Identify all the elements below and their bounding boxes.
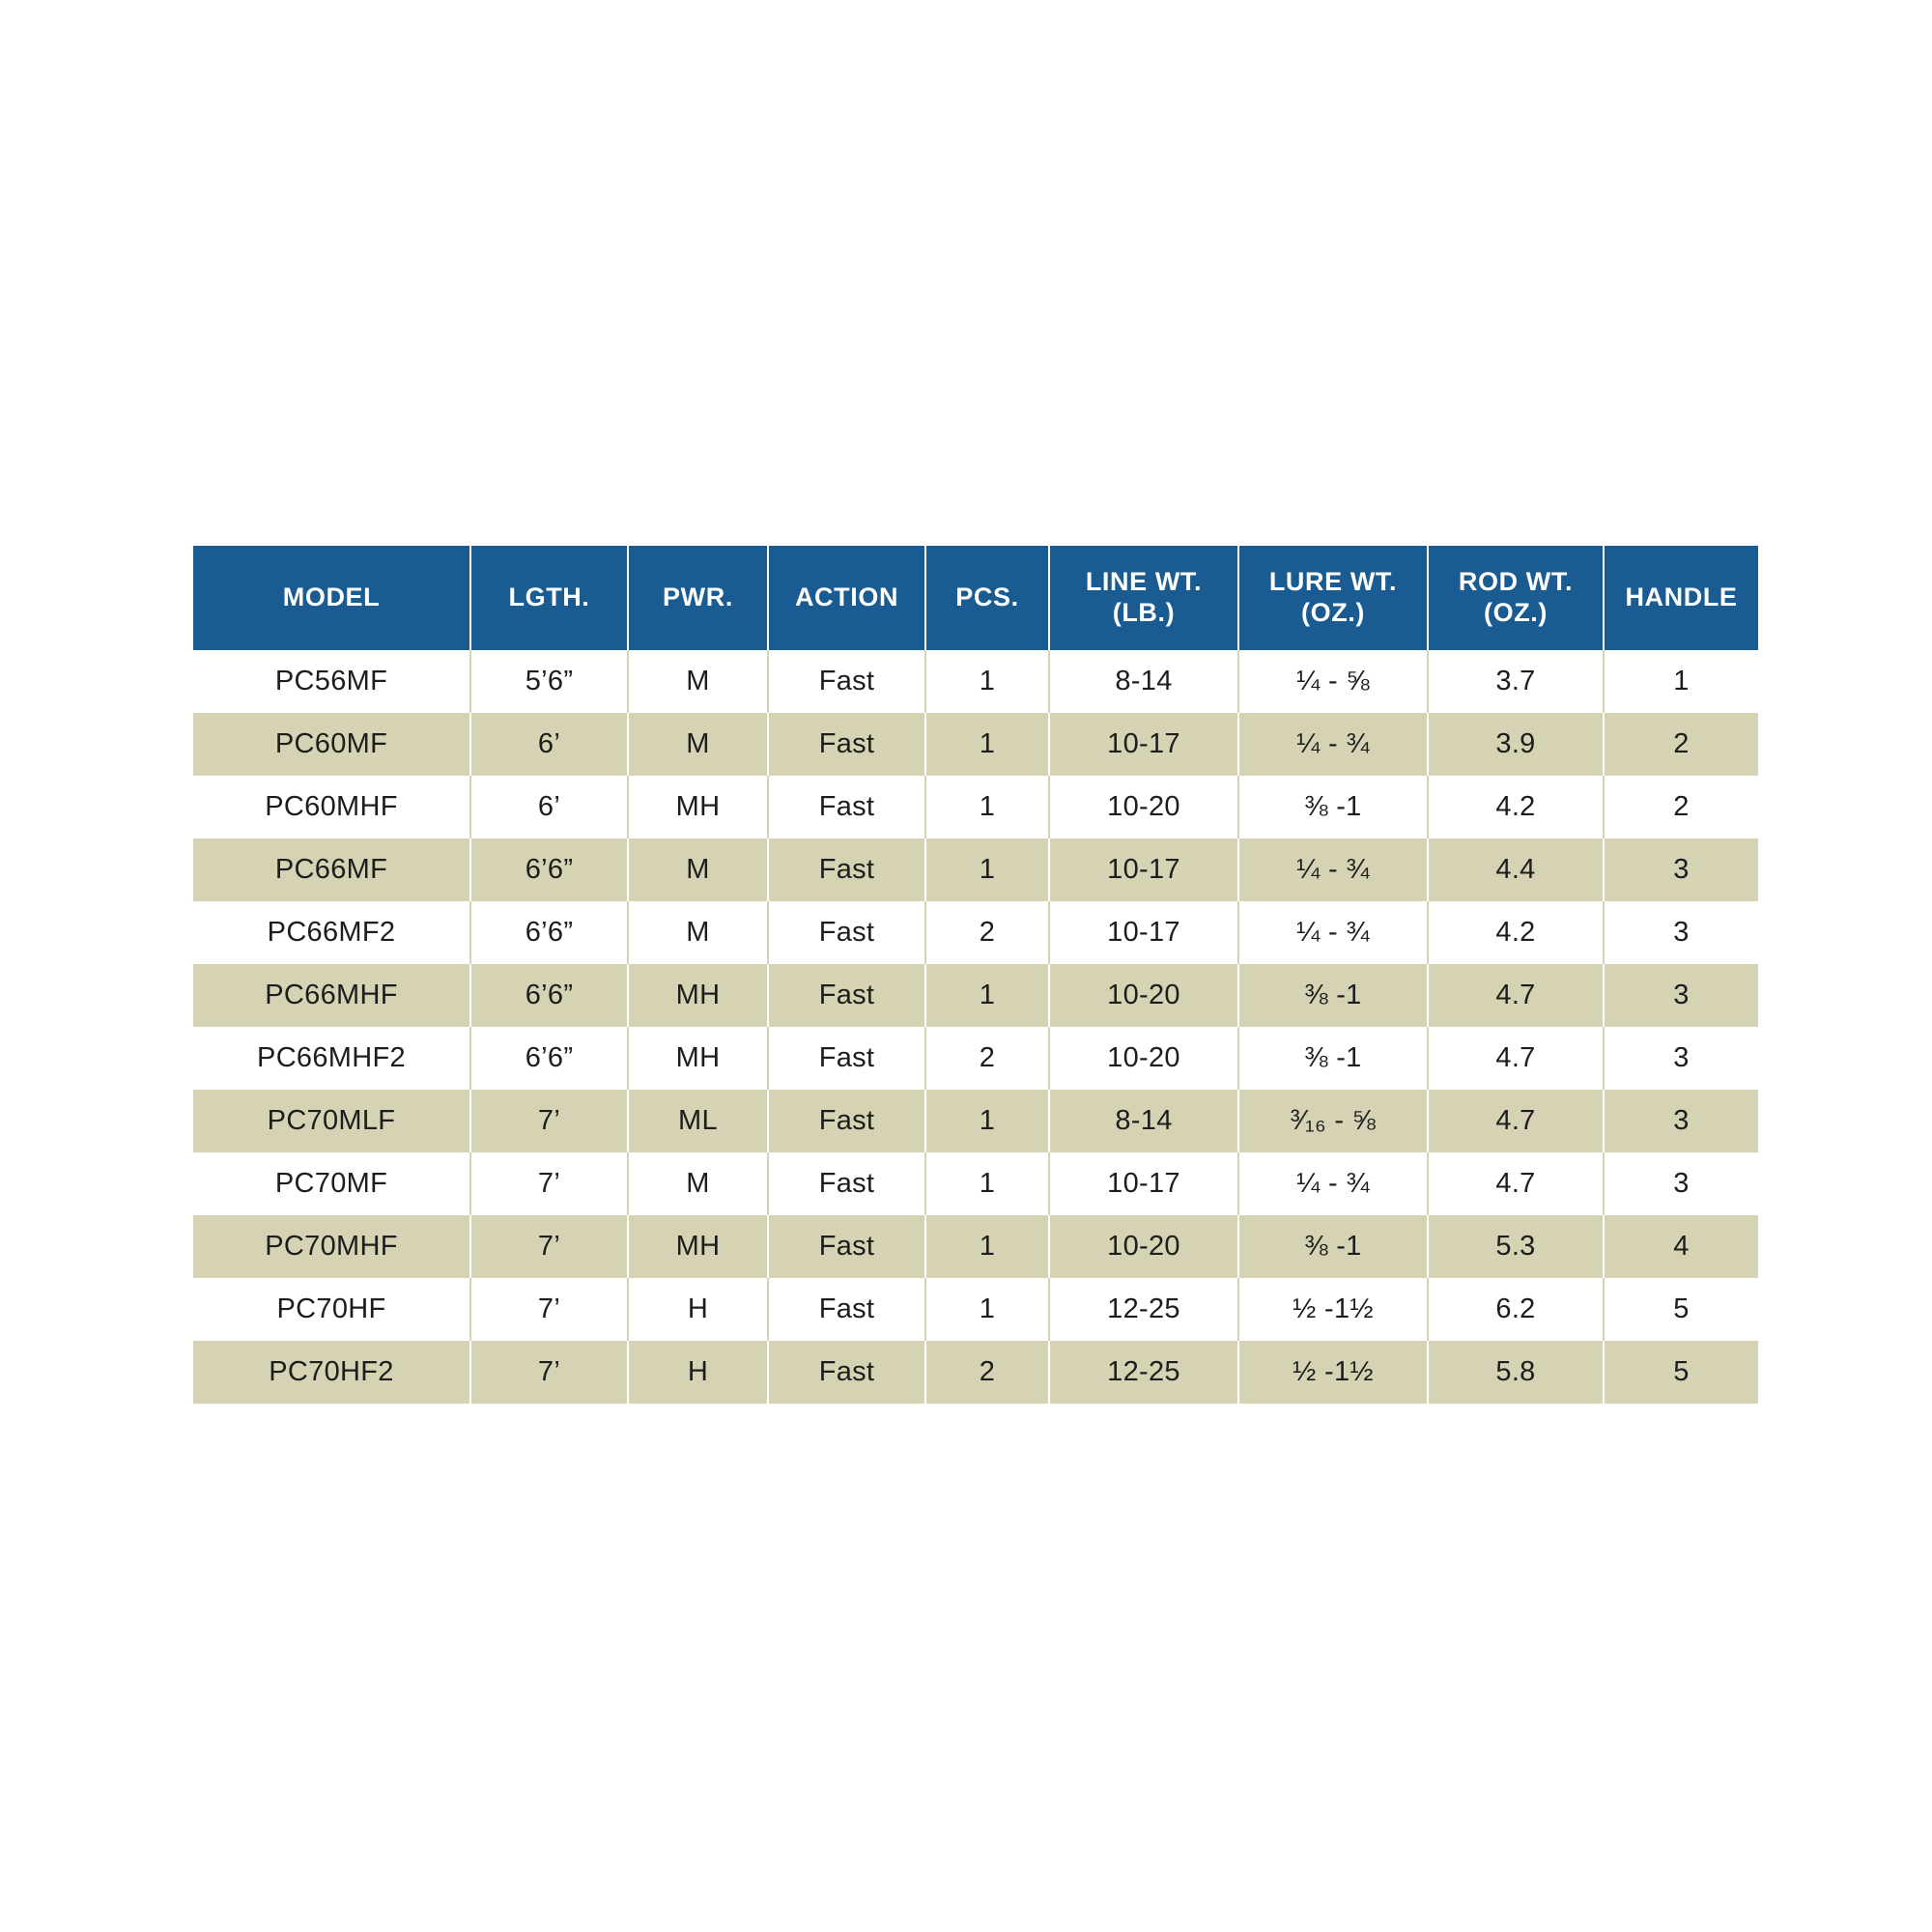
cell-line-value: 10-17 — [1107, 854, 1180, 885]
cell-lgth — [470, 1341, 628, 1404]
cell-action — [768, 1341, 925, 1404]
spec-table-container — [193, 546, 1758, 1404]
cell-action — [768, 776, 925, 838]
cell-handle-value: 3 — [1673, 980, 1690, 1010]
cell-lgth — [470, 1152, 628, 1215]
cell-rodwt-value: 6.2 — [1495, 1293, 1536, 1324]
column-header-handle-label: HANDLE — [1625, 582, 1738, 612]
cell-lgth-value: 6’6” — [525, 854, 574, 885]
cell-lgth-value: 7’ — [537, 1293, 561, 1324]
cell-action-value: Fast — [818, 854, 875, 885]
cell-line-value: 12-25 — [1107, 1356, 1180, 1387]
cell-pwr-value: M — [686, 728, 710, 759]
cell-pcs — [925, 713, 1049, 776]
cell-lure-value: ¼ - ¾ — [1296, 917, 1370, 948]
cell-pcs-value: 1 — [979, 791, 996, 822]
cell-handle-value: 3 — [1673, 1042, 1690, 1073]
table-row — [193, 650, 1758, 713]
cell-action — [768, 964, 925, 1027]
cell-rodwt — [1428, 713, 1604, 776]
cell-pcs — [925, 1027, 1049, 1090]
cell-lure — [1238, 1278, 1428, 1341]
cell-lgth — [470, 838, 628, 901]
cell-action — [768, 901, 925, 964]
cell-lgth-value: 6’6” — [525, 980, 574, 1010]
cell-handle-value: 4 — [1673, 1231, 1690, 1262]
cell-rodwt-value: 4.7 — [1495, 980, 1536, 1010]
cell-action-value: Fast — [818, 728, 875, 759]
cell-model-value: PC66MHF2 — [257, 1042, 406, 1073]
cell-pcs-value: 1 — [979, 666, 996, 696]
cell-action-value: Fast — [818, 791, 875, 822]
cell-action — [768, 1215, 925, 1278]
table-row — [193, 1152, 1758, 1215]
cell-handle-value: 3 — [1673, 917, 1690, 948]
cell-line — [1049, 1215, 1238, 1278]
cell-rodwt — [1428, 1152, 1604, 1215]
cell-lgth-value: 6’6” — [525, 1042, 574, 1073]
cell-model — [193, 1027, 470, 1090]
cell-lgth-value: 6’ — [537, 791, 561, 822]
cell-pcs-value: 2 — [979, 1042, 996, 1073]
cell-pcs — [925, 1278, 1049, 1341]
cell-model — [193, 713, 470, 776]
cell-line-value: 8-14 — [1115, 1105, 1173, 1136]
column-header-line-wt-unit: (LB.) — [1112, 598, 1176, 627]
column-header-rod-wt-label: ROD WT. — [1458, 567, 1574, 597]
cell-lgth-value: 7’ — [537, 1105, 561, 1136]
cell-pwr — [628, 776, 768, 838]
cell-pcs-value: 1 — [979, 1293, 996, 1324]
cell-lure — [1238, 901, 1428, 964]
cell-rodwt-value: 3.7 — [1495, 666, 1536, 696]
cell-model-value: PC60MHF — [265, 791, 398, 822]
cell-pcs-value: 2 — [979, 1356, 996, 1387]
cell-rodwt-value: 4.2 — [1495, 917, 1536, 948]
cell-handle-value: 1 — [1673, 666, 1690, 696]
cell-lgth-value: 7’ — [537, 1356, 561, 1387]
cell-line-value: 10-17 — [1107, 917, 1180, 948]
cell-pcs-value: 1 — [979, 728, 996, 759]
cell-handle — [1604, 1152, 1758, 1215]
cell-model-value: PC66MHF — [265, 980, 398, 1010]
cell-lgth — [470, 776, 628, 838]
cell-rodwt — [1428, 1215, 1604, 1278]
cell-pwr-value: MH — [675, 1231, 721, 1262]
cell-pcs — [925, 901, 1049, 964]
cell-action-value: Fast — [818, 1168, 875, 1199]
column-header-pcs-label: PCS. — [955, 582, 1019, 612]
cell-lure — [1238, 776, 1428, 838]
cell-model-value: PC70MHF — [265, 1231, 398, 1262]
cell-action-value: Fast — [818, 1293, 875, 1324]
cell-pcs — [925, 1341, 1049, 1404]
cell-action-value: Fast — [818, 980, 875, 1010]
table-row — [193, 901, 1758, 964]
cell-pwr — [628, 650, 768, 713]
cell-line — [1049, 901, 1238, 964]
cell-rodwt-value: 4.7 — [1495, 1042, 1536, 1073]
table-row — [193, 838, 1758, 901]
cell-model-value: PC60MF — [274, 728, 388, 759]
cell-line-value: 10-20 — [1107, 791, 1180, 822]
table-row — [193, 1278, 1758, 1341]
cell-action — [768, 1278, 925, 1341]
cell-action-value: Fast — [818, 917, 875, 948]
cell-pwr-value: H — [687, 1356, 709, 1387]
table-row — [193, 713, 1758, 776]
cell-pwr — [628, 1278, 768, 1341]
cell-handle-value: 2 — [1673, 791, 1690, 822]
cell-pcs-value: 1 — [979, 980, 996, 1010]
table-row — [193, 1341, 1758, 1404]
cell-rodwt-value: 4.7 — [1495, 1168, 1536, 1199]
cell-lure-value: ¼ - ¾ — [1296, 854, 1370, 885]
cell-line — [1049, 650, 1238, 713]
cell-model — [193, 901, 470, 964]
column-header-lgth-label: LGTH. — [508, 582, 590, 612]
cell-pcs — [925, 964, 1049, 1027]
cell-handle — [1604, 1027, 1758, 1090]
cell-pwr — [628, 1215, 768, 1278]
cell-rodwt — [1428, 1027, 1604, 1090]
cell-lure-value: ⅜ -1 — [1304, 1231, 1362, 1262]
cell-line-value: 10-20 — [1107, 1042, 1180, 1073]
cell-lure — [1238, 1215, 1428, 1278]
cell-handle — [1604, 1278, 1758, 1341]
cell-pwr-value: H — [687, 1293, 709, 1324]
cell-pwr-value: ML — [678, 1105, 718, 1136]
cell-model — [193, 1152, 470, 1215]
cell-handle — [1604, 1215, 1758, 1278]
cell-line — [1049, 1341, 1238, 1404]
cell-model — [193, 1090, 470, 1152]
cell-lure — [1238, 1341, 1428, 1404]
cell-model-value: PC56MF — [274, 666, 388, 696]
column-header-rod-wt-unit: (OZ.) — [1484, 598, 1548, 627]
cell-action-value: Fast — [818, 666, 875, 696]
table-row — [193, 964, 1758, 1027]
cell-action-value: Fast — [818, 1042, 875, 1073]
cell-model-value: PC66MF — [274, 854, 388, 885]
cell-pcs — [925, 1152, 1049, 1215]
cell-line — [1049, 776, 1238, 838]
cell-lure — [1238, 713, 1428, 776]
cell-lure-value: ³⁄₁₆ - ⅝ — [1290, 1105, 1377, 1136]
cell-lgth — [470, 1215, 628, 1278]
cell-action — [768, 1027, 925, 1090]
cell-lgth-value: 6’ — [537, 728, 561, 759]
cell-handle-value: 3 — [1673, 1105, 1690, 1136]
cell-line — [1049, 1152, 1238, 1215]
cell-handle — [1604, 964, 1758, 1027]
cell-model-value: PC70MF — [274, 1168, 388, 1199]
column-header-lure-wt — [1238, 546, 1428, 650]
cell-pwr — [628, 713, 768, 776]
column-header-action — [768, 546, 925, 650]
cell-rodwt — [1428, 838, 1604, 901]
cell-lure — [1238, 1152, 1428, 1215]
cell-handle-value: 3 — [1673, 1168, 1690, 1199]
cell-rodwt — [1428, 1090, 1604, 1152]
cell-rodwt — [1428, 776, 1604, 838]
cell-action-value: Fast — [818, 1105, 875, 1136]
cell-lgth-value: 5’6” — [525, 666, 574, 696]
cell-rodwt-value: 3.9 — [1495, 728, 1536, 759]
column-header-lure-wt-label: LURE WT. — [1268, 567, 1398, 597]
table-row — [193, 1215, 1758, 1278]
cell-action — [768, 1090, 925, 1152]
cell-handle-value: 2 — [1673, 728, 1690, 759]
column-header-model — [193, 546, 470, 650]
column-header-line-wt-label: LINE WT. — [1085, 567, 1203, 597]
cell-line — [1049, 838, 1238, 901]
rod-specification-table — [193, 546, 1758, 1404]
cell-handle-value: 5 — [1673, 1356, 1690, 1387]
cell-model — [193, 1341, 470, 1404]
cell-pcs — [925, 650, 1049, 713]
cell-model — [193, 964, 470, 1027]
cell-rodwt — [1428, 964, 1604, 1027]
cell-pwr — [628, 901, 768, 964]
column-header-line-wt — [1049, 546, 1238, 650]
cell-pcs-value: 1 — [979, 854, 996, 885]
cell-handle — [1604, 838, 1758, 901]
cell-handle — [1604, 713, 1758, 776]
cell-rodwt-value: 5.8 — [1495, 1356, 1536, 1387]
cell-handle-value: 5 — [1673, 1293, 1690, 1324]
cell-lgth — [470, 1278, 628, 1341]
cell-lure — [1238, 1090, 1428, 1152]
cell-line-value: 10-20 — [1107, 980, 1180, 1010]
cell-model-value: PC70MLF — [267, 1105, 396, 1136]
cell-handle — [1604, 1341, 1758, 1404]
cell-pwr — [628, 1341, 768, 1404]
cell-pwr-value: M — [686, 1168, 710, 1199]
cell-line — [1049, 1090, 1238, 1152]
column-header-rod-wt — [1428, 546, 1604, 650]
cell-action-value: Fast — [818, 1356, 875, 1387]
cell-lure-value: ⅜ -1 — [1304, 791, 1362, 822]
table-body — [193, 650, 1758, 1404]
cell-pcs — [925, 838, 1049, 901]
cell-model-value: PC66MF2 — [267, 917, 396, 948]
cell-pwr-value: M — [686, 917, 710, 948]
cell-action — [768, 713, 925, 776]
table-row — [193, 776, 1758, 838]
cell-lure-value: ½ -1½ — [1293, 1356, 1374, 1387]
cell-lure-value: ⅜ -1 — [1304, 980, 1362, 1010]
cell-line — [1049, 1027, 1238, 1090]
cell-model — [193, 776, 470, 838]
cell-lure-value: ¼ - ⅝ — [1296, 666, 1370, 696]
cell-action — [768, 838, 925, 901]
cell-lgth — [470, 713, 628, 776]
cell-pwr-value: MH — [675, 791, 721, 822]
cell-rodwt-value: 4.4 — [1495, 854, 1536, 885]
cell-pcs-value: 1 — [979, 1231, 996, 1262]
cell-line-value: 8-14 — [1115, 666, 1173, 696]
cell-lure-value: ¼ - ¾ — [1296, 728, 1370, 759]
cell-rodwt — [1428, 1341, 1604, 1404]
cell-lure — [1238, 650, 1428, 713]
cell-handle — [1604, 776, 1758, 838]
table-row — [193, 1027, 1758, 1090]
cell-pwr-value: MH — [675, 980, 721, 1010]
cell-pcs-value: 1 — [979, 1105, 996, 1136]
cell-line-value: 12-25 — [1107, 1293, 1180, 1324]
cell-handle — [1604, 650, 1758, 713]
cell-lure-value: ⅜ -1 — [1304, 1042, 1362, 1073]
cell-model-value: PC70HF2 — [269, 1356, 394, 1387]
cell-lgth — [470, 650, 628, 713]
column-header-lgth — [470, 546, 628, 650]
cell-line — [1049, 964, 1238, 1027]
cell-pcs — [925, 776, 1049, 838]
cell-lgth — [470, 901, 628, 964]
cell-pwr — [628, 1152, 768, 1215]
cell-pwr — [628, 964, 768, 1027]
cell-line — [1049, 1278, 1238, 1341]
cell-pwr-value: M — [686, 666, 710, 696]
cell-model — [193, 838, 470, 901]
table-row — [193, 1090, 1758, 1152]
cell-pcs — [925, 1215, 1049, 1278]
cell-pwr-value: M — [686, 854, 710, 885]
cell-lure-value: ¼ - ¾ — [1296, 1168, 1370, 1199]
cell-model — [193, 650, 470, 713]
cell-line-value: 10-20 — [1107, 1231, 1180, 1262]
cell-lgth — [470, 1090, 628, 1152]
cell-rodwt-value: 5.3 — [1495, 1231, 1536, 1262]
column-header-action-label: ACTION — [794, 582, 899, 612]
cell-pwr — [628, 838, 768, 901]
column-header-model-label: MODEL — [282, 582, 381, 612]
cell-rodwt-value: 4.7 — [1495, 1105, 1536, 1136]
cell-lure — [1238, 1027, 1428, 1090]
cell-pcs — [925, 1090, 1049, 1152]
cell-line-value: 10-17 — [1107, 728, 1180, 759]
cell-pcs-value: 2 — [979, 917, 996, 948]
column-header-pwr — [628, 546, 768, 650]
cell-pwr — [628, 1090, 768, 1152]
cell-rodwt-value: 4.2 — [1495, 791, 1536, 822]
cell-line-value: 10-17 — [1107, 1168, 1180, 1199]
cell-pwr-value: MH — [675, 1042, 721, 1073]
cell-lgth-value: 7’ — [537, 1168, 561, 1199]
cell-action-value: Fast — [818, 1231, 875, 1262]
cell-model — [193, 1215, 470, 1278]
cell-model — [193, 1278, 470, 1341]
cell-rodwt — [1428, 650, 1604, 713]
column-header-pcs — [925, 546, 1049, 650]
cell-lgth-value: 7’ — [537, 1231, 561, 1262]
table-header-row — [193, 546, 1758, 650]
cell-action — [768, 1152, 925, 1215]
cell-rodwt — [1428, 901, 1604, 964]
column-header-pwr-label: PWR. — [663, 582, 733, 612]
cell-handle — [1604, 1090, 1758, 1152]
column-header-handle — [1604, 546, 1758, 650]
cell-line — [1049, 713, 1238, 776]
cell-lgth — [470, 964, 628, 1027]
cell-lgth — [470, 1027, 628, 1090]
cell-pwr — [628, 1027, 768, 1090]
cell-rodwt — [1428, 1278, 1604, 1341]
cell-lgth-value: 6’6” — [525, 917, 574, 948]
cell-lure — [1238, 964, 1428, 1027]
cell-handle — [1604, 901, 1758, 964]
cell-lure-value: ½ -1½ — [1293, 1293, 1374, 1324]
cell-pcs-value: 1 — [979, 1168, 996, 1199]
cell-model-value: PC70HF — [276, 1293, 386, 1324]
cell-action — [768, 650, 925, 713]
cell-lure — [1238, 838, 1428, 901]
table-header — [193, 546, 1758, 650]
column-header-lure-wt-unit: (OZ.) — [1301, 598, 1365, 627]
cell-handle-value: 3 — [1673, 854, 1690, 885]
